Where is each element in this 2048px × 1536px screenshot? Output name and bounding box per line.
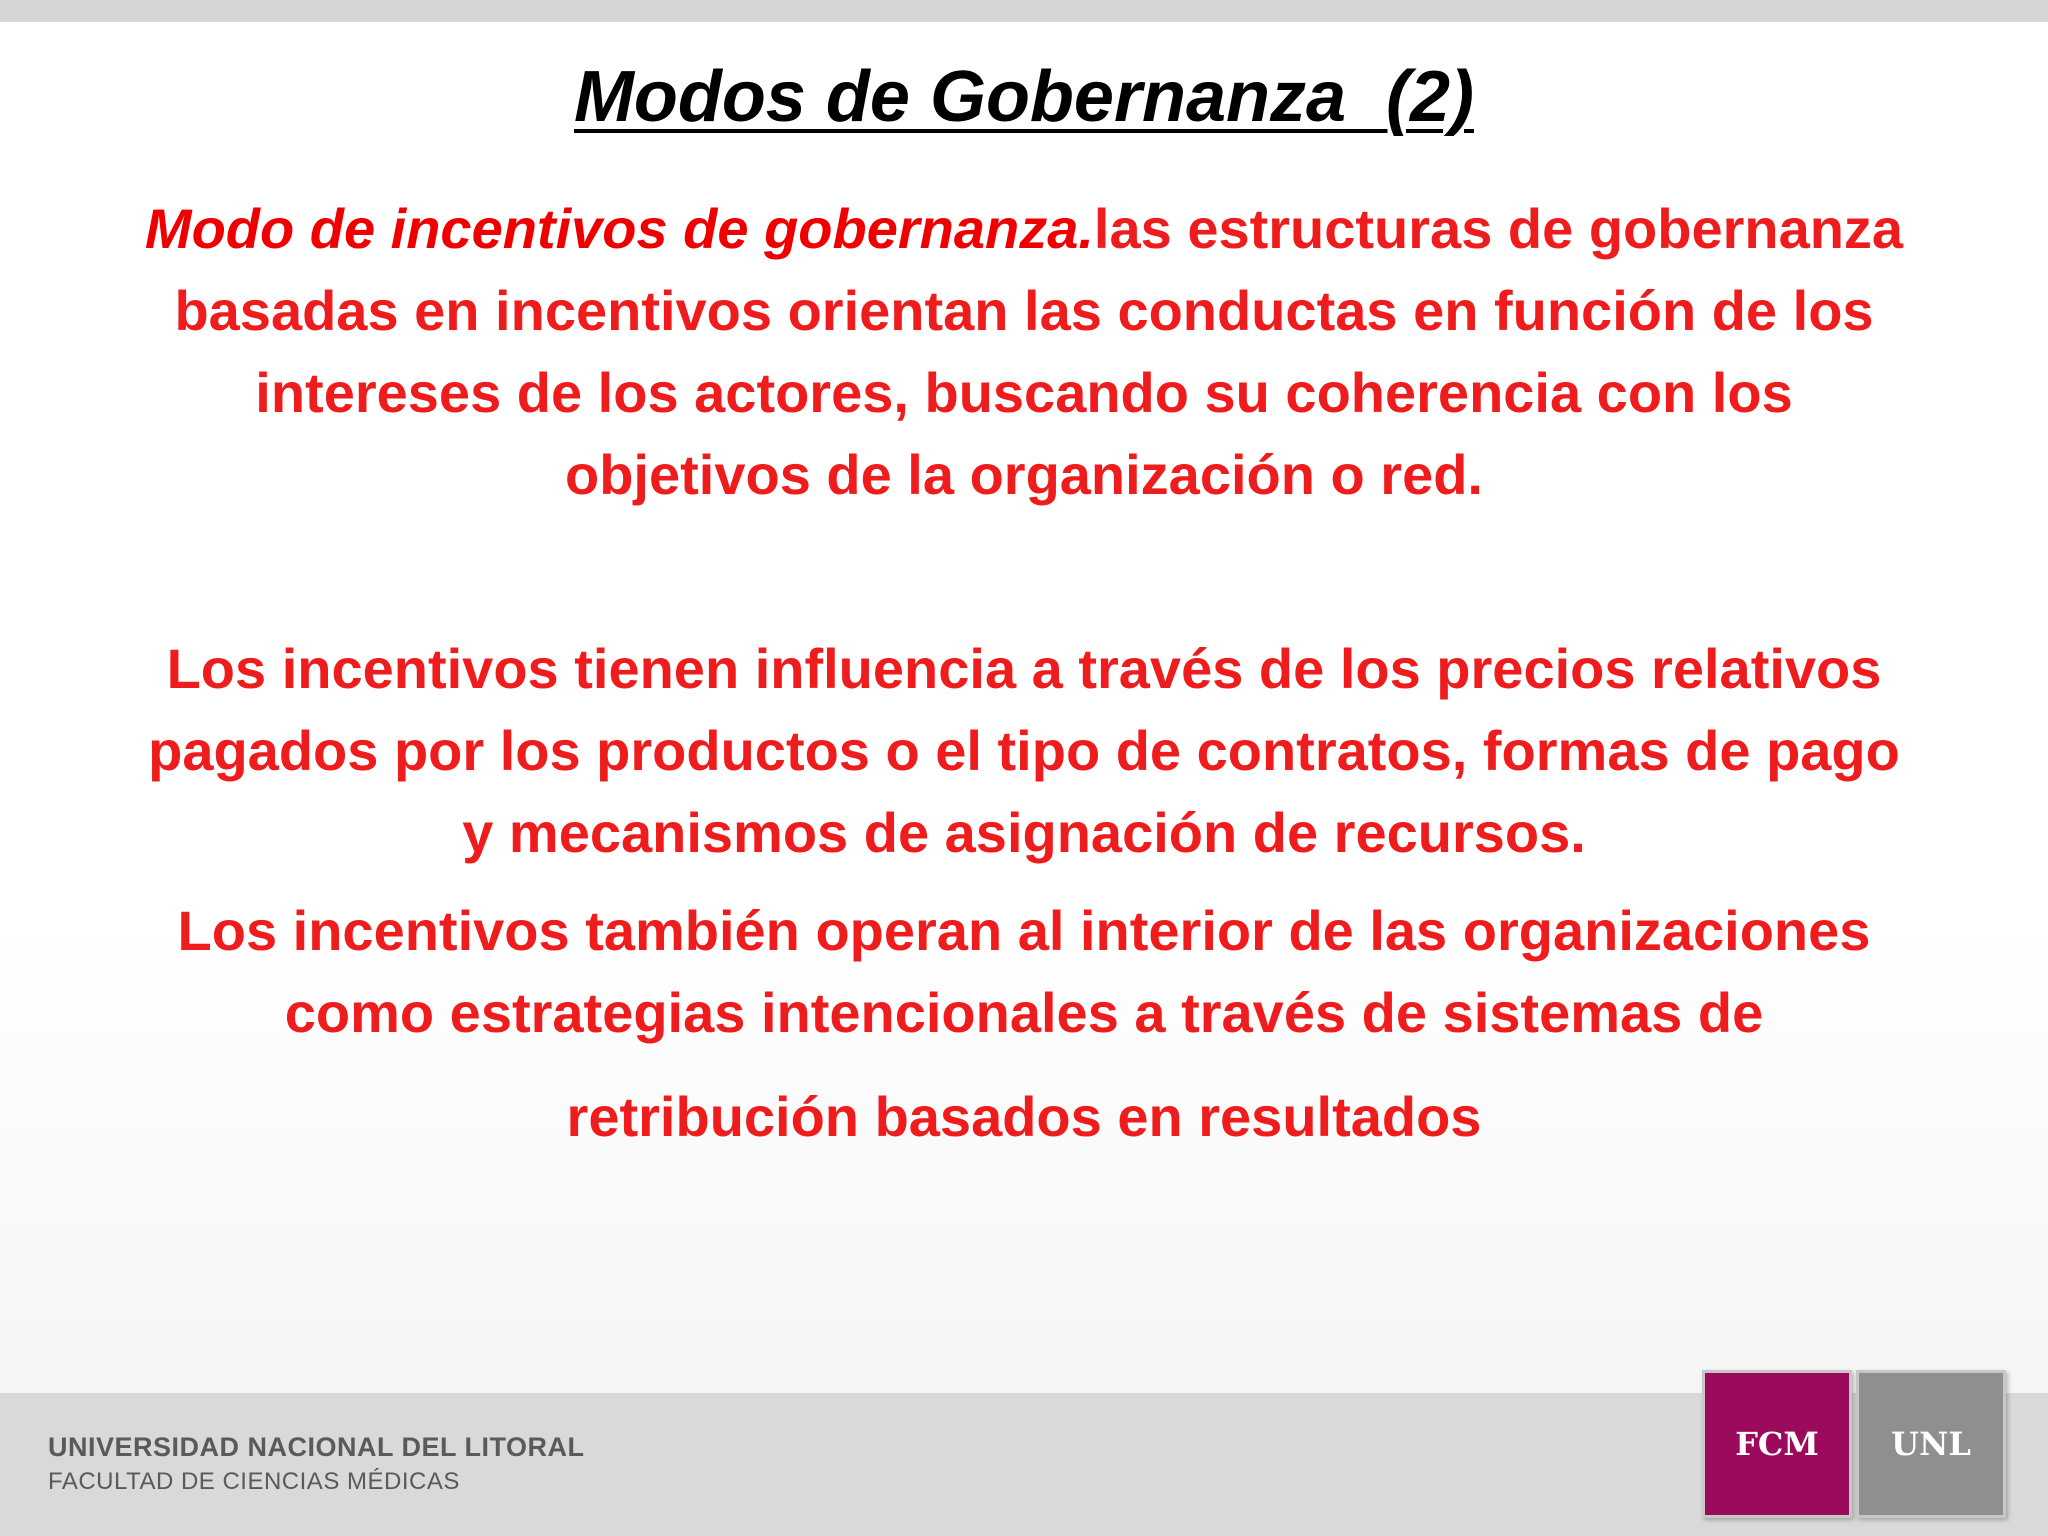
paragraph-line: objetivos de la organización o red.: [565, 443, 1483, 506]
footer-university-name: UNIVERSIDAD NACIONAL DEL LITORAL: [48, 1432, 585, 1462]
paragraph-lead: Modo de incentivos de gobernanza.: [144, 197, 1094, 260]
paragraph-line: las estructuras de gobernanza: [1093, 197, 1904, 260]
paragraph-line: pagados por los productos o el tipo de contratos, formas de pago: [148, 719, 1900, 782]
slide-title: Modos de Gobernanza (2): [573, 57, 1475, 137]
paragraph-governance-mode: [60, 188, 1988, 516]
fcm-logo: FCM: [1702, 1370, 1852, 1518]
paragraph-line: y mecanismos de asignación de recursos.: [462, 801, 1586, 864]
top-bar: [0, 0, 2048, 22]
paragraph-line: como estrategias intencionales a través de sistemas de: [284, 981, 1764, 1044]
unl-logo: UNL: [1856, 1370, 2006, 1518]
paragraph-line: intereses de los actores, buscando su coherencia con los: [255, 361, 1793, 424]
paragraph-line: Los incentivos tienen influencia a través de los precios relativos: [166, 637, 1882, 700]
paragraph-line: basadas en incentivos orientan las conductas en función de los: [174, 279, 1874, 342]
footer-faculty-name: FACULTAD DE CIENCIAS MÉDICAS: [48, 1468, 460, 1495]
paragraph-line: Los incentivos también operan al interior de las organizaciones: [177, 899, 1871, 962]
paragraph-line: retribución basados en resultados: [566, 1085, 1482, 1148]
paragraph-incentive-influence: [60, 628, 1988, 874]
paragraph-internal-incentives: [60, 890, 1988, 1158]
